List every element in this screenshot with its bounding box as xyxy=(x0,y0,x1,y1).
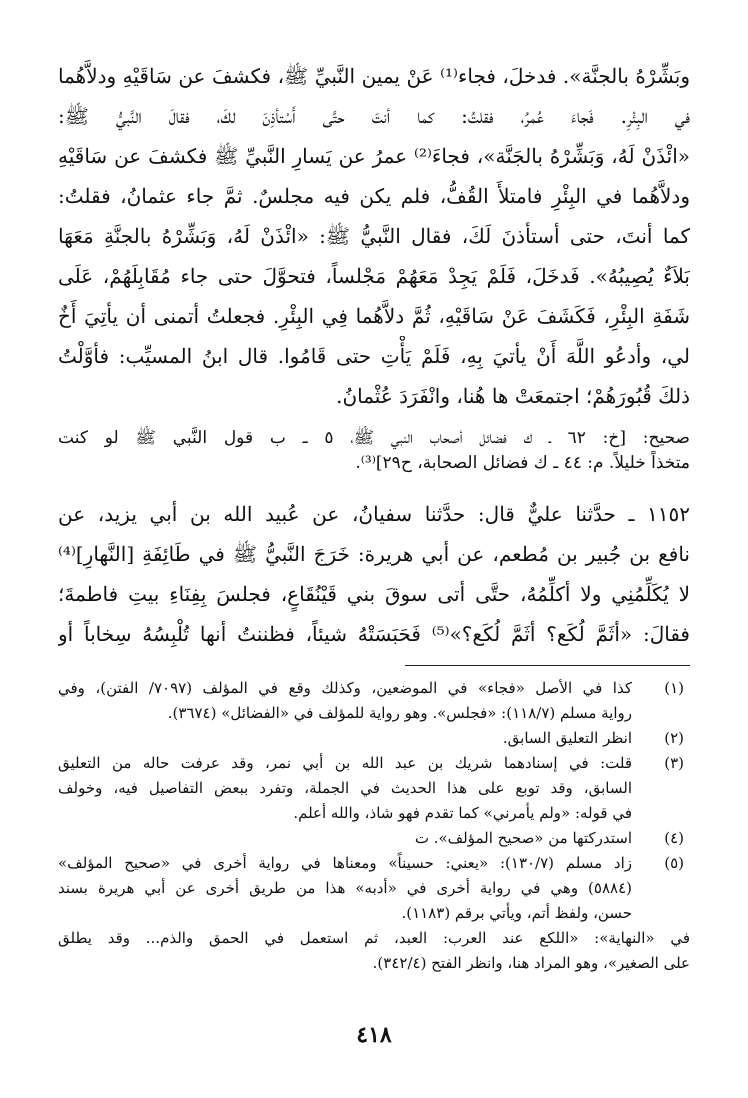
footnote-line: في «النهاية»: «اللكع عند العرب: العبد، ثم استعمل في الحمق والذم... وقد يطلق xyxy=(58,929,690,947)
hadith-continuation xyxy=(58,56,690,416)
footnote-number: (١) xyxy=(664,679,684,697)
footnote-number: (٤) xyxy=(664,829,684,847)
footnote-line: قلت: في إسنادهما شريك بن عبد الله بن أبي نمر، وقد عرفت حاله من التعليق xyxy=(58,754,632,772)
footnote-line: في قوله: «ولم يأمرني» كما تقدم فهو شاذ، والله أعلم. xyxy=(293,804,632,822)
footnote-number: (٥) xyxy=(664,854,684,872)
footnote-line: على الصغير»، وهو المراد هنا، وانظر الفتح (٣٤٢/٤). xyxy=(372,954,690,972)
text-line: «ائْذَنْ لَهُ، وَبَشِّرْهُ بالجَنَّة»، فجاءَ⁽²⁾ عمرُ عن يَسارِ النَّبيِّ ﷺ فكشفَ عن سَاقَيْهِ xyxy=(58,144,690,168)
text-line: وبَشِّرْهُ بالجنَّة». فدخلَ، فجاء⁽¹⁾ عَنْ يمين النَّبيِّ ﷺ، فكشفَ عن سَاقَيْهِ ودلاَّهُما xyxy=(58,64,690,88)
footnote-line: كذا في الأصل «فجاء» في الموضعين، وكذلك وقع في المؤلف (٧٠٩٧/ الفتن)، وفي xyxy=(58,679,632,697)
footnote-line: استدركتها من «صحيح المؤلف». ت xyxy=(414,829,632,847)
footnote-line: (٥٨٨٤) وهي في رواية أخرى في «أدبه» هذا من طريق أخرى عن أبي هريرة بسند xyxy=(58,879,632,897)
grading-line: صحيح: [خ: ٦٢ ـ ك فضائل أصحاب النبي ﷺ، ٥ ـ ب قول النَّبي ﷺ لو كنت xyxy=(58,428,690,448)
text-line: بَلاَءٌ يُصِيبُهُ». فَدخَلَ، فَلَمْ يَجِدْ مَعَهُمْ مَجْلساً، فتحوَّلَ حتى جاء مُقَابِلَهُمْ، عَلَى xyxy=(58,264,690,288)
grading-line: متخذاً خليلاً. م: ٤٤ ـ ك فضائل الصحابة، ح٢٩]⁽³⁾. xyxy=(355,453,690,473)
page-body xyxy=(58,56,690,664)
footnote xyxy=(58,826,690,851)
footnote-line: رواية مسلم (١١٨/٧): «فجلس». وهو رواية للمؤلف في «الفضائل» (٣٦٧٤). xyxy=(167,704,632,722)
footnote xyxy=(58,751,690,826)
grading-note xyxy=(58,426,690,476)
footnote xyxy=(58,676,690,726)
text-line: في البِئْرِ. فَجاءَ عُمرُ، فقلتُ: كما أنتَ حتَّى أَسْتأذِنَ لكَ، فقالَ النَّبيُّ ﷺ: xyxy=(58,104,690,128)
page-number: ٤١٨ xyxy=(356,1022,392,1048)
footnote xyxy=(58,851,690,926)
footnote-line: السابق، وقد توبع على هذا الحديث في الجملة، وتفرد ببعض التفاصيل فيه، وخولف xyxy=(58,779,632,797)
hadith-1152 xyxy=(58,494,690,654)
footnote-line: زاد مسلم (١٣٠/٧): «يعني: حسيناً» ومعناها في رواية أخرى في «صحيح المؤلف» xyxy=(58,854,632,872)
text-line: لا يُكَلِّمُنِي ولا أكلِّمُهُ، حتَّى أتى سوقَ بني قَيْنُقَاعٍ، فجلسَ بِفِنَاءِ بيتِ فاطمةَ؛ xyxy=(58,582,690,606)
footnote-number: (٢) xyxy=(664,729,684,747)
footnote xyxy=(58,726,690,751)
footnote-continuation xyxy=(58,926,690,976)
footnote-divider xyxy=(405,665,690,666)
footnote-line: حسن، ولفظ أتم، ويأتي برقم (١١٨٣). xyxy=(401,904,632,922)
text-line: ودلاَّهُما في البِئْرِ فامتلأَ القُفُّ، فلم يكن فيه مجلسٌ. ثمَّ جاء عثمانُ، فقلتُ: xyxy=(58,184,690,208)
text-line: فقالَ: «أثَمَّ لُكَع؟ أثَمَّ لُكَع؟»⁽⁵⁾ فَحَبَسَتْهُ شيئاً، فظننتُ أنها تُلْبِسُهُ سِخاباً أو xyxy=(58,622,690,646)
text-line: ١١٥٢ ـ حدَّثنا عليٌّ قال: حدَّثنا سفيانُ، عن عُبيد الله بن أبي يزيد، عن xyxy=(58,502,690,526)
text-line: ذلكَ قُبُورَهُمْ؛ اجتمعَتْ ها هُنا، وانْفَرَدَ عُثْمانُ. xyxy=(336,384,690,408)
text-line: لي، وأدعُو اللَّهَ أَنْ يأتيَ بِهِ، فَلَمْ يَأْتِ حتى قَامُوا. قال ابنُ المسيِّب: فأوَّلْتُ xyxy=(58,344,690,368)
footnotes xyxy=(58,676,690,976)
footnote-line: انظر التعليق السابق. xyxy=(502,729,632,747)
footnote-number: (٣) xyxy=(664,754,684,772)
text-line: كما أنتَ، حتى أستأذنَ لَكَ، فقال النَّبيُّ ﷺ: «ائْذَنْ لَهُ، وَبَشِّرْهُ بالجنَّةِ مَعَهَا xyxy=(58,224,690,248)
text-line: نافع بن جُبير بن مُطعم، عن أبي هريرة: خَرَجَ النَّبيُّ ﷺ في طَائِفَةِ [النَّهارِ]⁽⁴⁾ xyxy=(58,542,690,566)
text-line: شَفَةِ البِئْرِ، فَكَشَفَ عَنْ سَاقَيْهِ، ثُمَّ دلاَّهُما فِي البِئْرِ. فجعلتُ أتمنى أن يأتِيَ أَخٌ xyxy=(58,304,690,328)
